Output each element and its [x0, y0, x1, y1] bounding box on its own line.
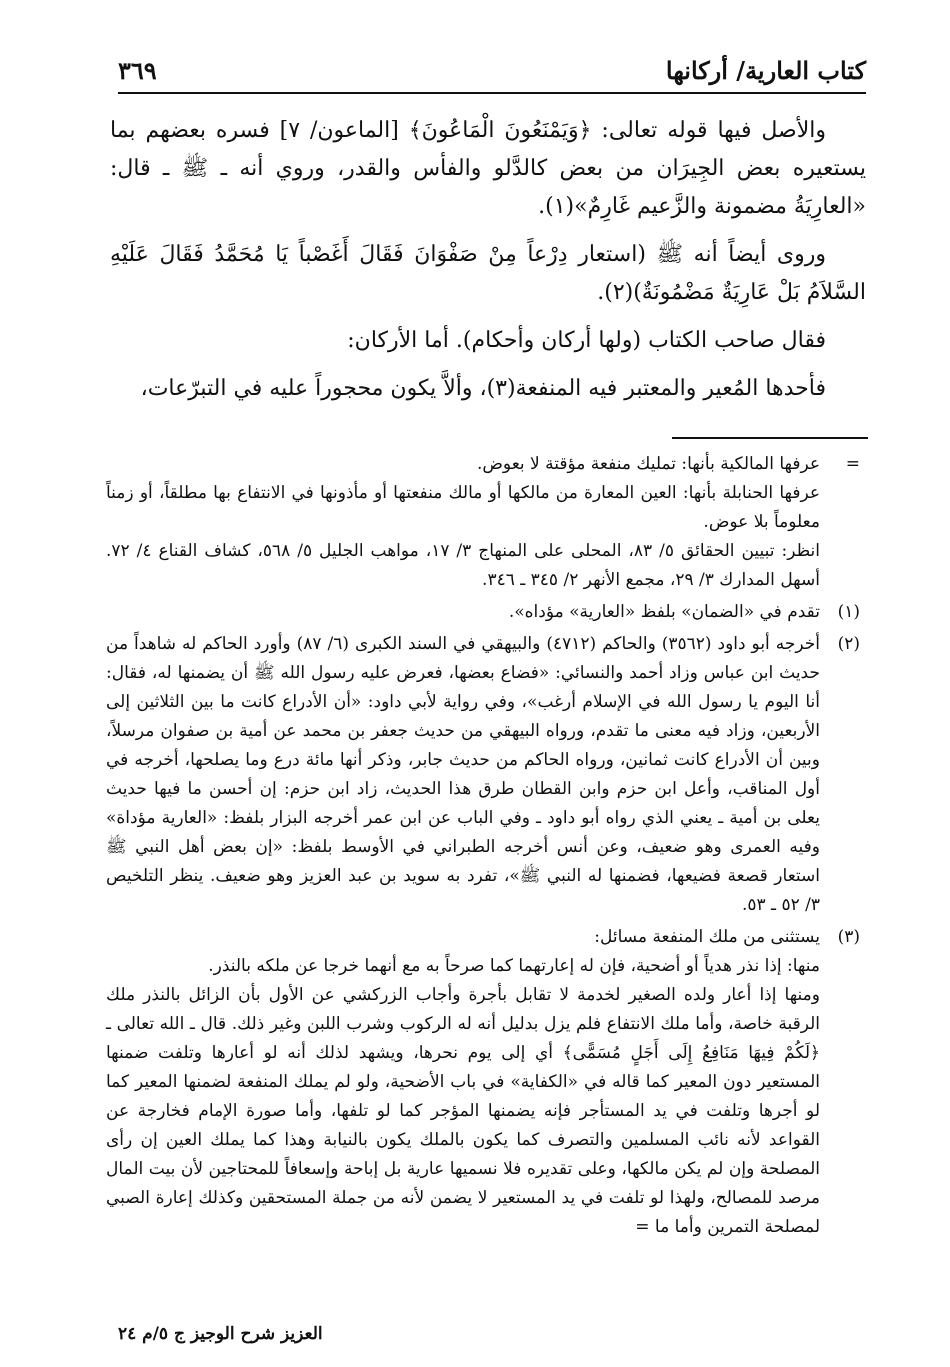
main-text [110, 112, 866, 418]
paragraph-1: والأصل فيها قوله تعالى: ﴿وَيَمْنَعُونَ الْمَاعُونَ﴾ [الماعون/ ٧] فسره بعضهم بما يستعيره بعض الجِيرَان من بعض كالدَّلو والفأس والقدر، وروي أنه ـ ﷺ ـ قال: «العارِيَةُ مضمونة والزَّعيم غَارِمٌ»(١). [110, 118, 866, 219]
footnotes [106, 450, 866, 1245]
footnote-2 [106, 630, 866, 920]
footnote-line: منها: إذا نذر هدياً أو أضحية، فإن له إعارتهما كما صرحاً به مع أنهما خرجا عن ملكه بالنذر. [208, 956, 820, 976]
footnote-line: تقدم في «الضمان» بلفظ «العارية» مؤداه». [508, 602, 820, 622]
footnote-line: عرفها الحنابلة بأنها: العين المعارة من مالكها أو مالك منفعتها أو مأذونها في الانتفاع بها مطلقاً، أو زمناً معلوماً بلا عوض. [106, 483, 820, 532]
footnote-line: عرفها المالكية بأنها: تمليك منفعة مؤقتة لا بعوض. [476, 454, 820, 474]
chapter-title: كتاب العارية/ أركانها [665, 56, 866, 85]
page-header [118, 52, 866, 94]
footnote-separator [672, 437, 868, 439]
footnote-mark: (٣) [837, 927, 860, 947]
footnote-1 [106, 598, 866, 627]
paragraph-3: فقال صاحب الكتاب (ولها أركان وأحكام). أما الأركان: [347, 328, 826, 353]
footnote-line: يستثنى من ملك المنفعة مسائل: [594, 927, 820, 947]
footnote-line: ومنها إذا أعار ولده الصغير لخدمة لا تقابل بأجرة وأجاب الزركشي عن الأول بأن الزائل بالنذر ملك الرقبة خاصة، وأما ملك الانتفاع فلم يزل بدليل أنه له الركوب وشرب اللبن وغير ذلك. قال ـ الله تعالى ـ ﴿لَكُمْ فِيهَا مَنَافِعُ إِلَى أَجَلٍ مُسَمًّى﴾ أي إلى يوم نحرها، ويشهد لذلك أنه لو أعارها وتلفت ضمنها المستعير دون المعير كما قاله في «الكفاية» في باب الأضحية، ولو لم يملك المنفعة لضمنها المعير كما لو أجرها وتلفت في يد المستأجر فإنه يضمنها المؤجر كما لو تلفها، وأما صورة الإمام فخارجة عن القواعد لأنه نائب المسلمين والتصرف كما يكون بالملك يكون بالنيابة وهذا كما يملك العين إن رأى المصلحة وإن لم يكن مالكها، وعلى تقديره فلا نسميها عارية بل إباحة وإسعافاً للمحتاجين لأن بيت المال مرصد للمصالح، ولهذا لو تلفت في يد المستعير لا يضمن لأنه من جملة المستحقين وكذلك إعارة الصبي لمصلحة التمرين وأما ما = [106, 985, 820, 1237]
footnote-mark: (١) [837, 602, 860, 622]
footnote-mark: = [845, 454, 860, 474]
footnote-3 [106, 923, 866, 1242]
footnote-line: أخرجه أبو داود (٣٥٦٢) والحاكم (٤٧١٢) والبيهقي في السند الكبرى (٦/ ٨٧) وأورد الحاكم له شاهداً من حديث ابن عباس وزاد أحمد والنسائي: «فضاع بعضها، فعرض عليه رسول الله ﷺ أن يضمنها له، فقال: أنا اليوم يا رسول الله في الإسلام أرغب»، وفي رواية لأبي داود: «أن الأدراع كانت ما بين الثلاثين إلى الأربعين، وزاد فيه معنى ما تقدم، ورواه البيهقي من حديث جعفر بن محمد عن أمية بن صفوان مرسلاً، وبين أن الأدراع كانت ثمانين، ورواه الحاكم من حديث جابر، وذكر أنها مائة درع وما يصلحها، أخرجه في أول المناقب، وأعل ابن حزم وابن القطان طرق هذا الحديث، زاد ابن حزم: إن أحسن ما فيها حديث يعلى بن أمية ـ يعني الذي رواه أبو داود ـ وفي الباب عن ابن عمر أخرجه البزار بلفظ: «العارية مؤداة» وفيه العمرى وهو ضعيف، وعن أنس أخرجه الطبراني في الأوسط بلفظ: «إن بعض أهل النبي ﷺ استعار قصعة فضيعها، فضمنها له النبي ﷺ»، تفرد به سويد بن عبد العزيز وهو ضعيف. ينظر التلخيص ٣/ ٥٢ ـ ٥٣. [106, 634, 820, 915]
page-signature: العزيز شرح الوجيز ج ٥/م ٢٤ [118, 1324, 323, 1344]
footnote-line: انظر: تبيين الحقائق ٥/ ٨٣، المحلى على المنهاج ٣/ ١٧، مواهب الجليل ٥/ ٥٦٨، كشاف القناع ٤/ ٧٢. أسهل المدارك ٣/ ٢٩، مجمع الأنهر ٢/ ٣٤٥ ـ ٣٤٦. [106, 541, 820, 590]
paragraph-4: فأحدها المُعير والمعتبر فيه المنفعة(٣)، وألاَّ يكون محجوراً عليه في التبرّعات، [140, 376, 826, 401]
footnote-continuation [106, 450, 866, 595]
footnote-mark: (٢) [837, 634, 860, 654]
paragraph-2: وروى أيضاً أنه ﷺ (استعار دِرْعاً مِنْ صَفْوَانَ فَقَالَ أَغَصْباً يَا مُحَمَّدُ فَقَالَ عَلَيْهِ السَّلاَمُ بَلْ عَارِيَةٌ مَضْمُونَةٌ)(٢). [110, 242, 866, 305]
page-number: ٣٦٩ [118, 56, 157, 85]
